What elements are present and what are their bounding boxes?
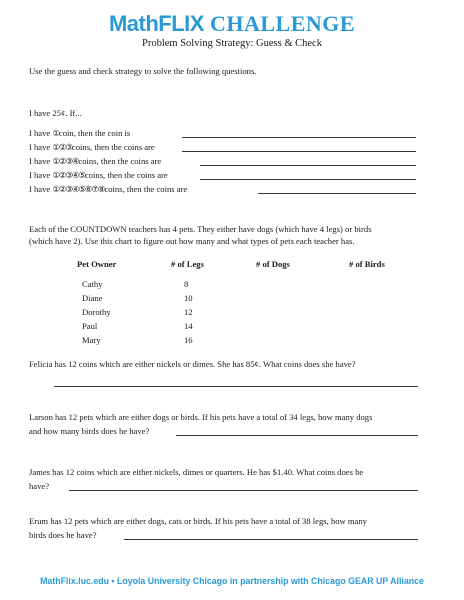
legs-cell: 16 (184, 335, 193, 345)
question-erum-line-1: Erum has 12 pets which are either dogs, cats or birds. If his pets have a total of 38 legs, how many (29, 516, 367, 526)
page-footer: MathFlix.luc.edu • Loyola University Chicago in partnership with Chicago GEAR UP Alliance (40, 576, 424, 586)
question-james-line-1: James has 12 coins which are either nickels, dimes or quarters. He has $1.40. What coins does he (29, 467, 364, 477)
coin-row-2 (29, 142, 155, 153)
worksheet-subtitle: Problem Solving Strategy: Guess & Check (142, 38, 322, 49)
coin-row-prefix: I have (29, 184, 53, 194)
answer-line[interactable] (69, 490, 418, 491)
column-header-legs: # of Legs (171, 259, 204, 269)
coin-row-prefix: I have (29, 170, 53, 180)
coin-row-1 (29, 128, 130, 139)
coin-icons: ①②③④ (52, 156, 79, 166)
brand-mathflix: MathFLIX (108, 11, 204, 36)
answer-line[interactable] (182, 151, 416, 152)
question-felicia: Felicia has 12 coins which are either nickels or dimes. She has 85¢. What coins does she have? (29, 359, 356, 369)
coin-row-prefix: I have (29, 142, 53, 152)
coin-row-text: coin, then the coin is (58, 128, 131, 138)
coin-row-5 (29, 184, 187, 195)
coins-intro: I have 25¢. If... (29, 108, 82, 118)
coin-row-4 (29, 170, 168, 181)
legs-cell: 10 (184, 293, 193, 303)
pets-intro-line-2: (which have 2). Use this chart to figure out how many and what types of pets each teacher has. (29, 236, 355, 246)
answer-line[interactable] (54, 386, 418, 387)
owner-cell: Mary (82, 335, 101, 345)
answer-line[interactable] (258, 193, 416, 194)
owner-cell: Paul (82, 321, 98, 331)
coin-icons: ① (52, 128, 59, 138)
answer-line[interactable] (176, 435, 418, 436)
owner-cell: Diane (82, 293, 103, 303)
question-larson-line-1: Larson has 12 pets which are either dogs or birds. If his pets have a total of 34 legs, how many dogs (29, 412, 373, 422)
coin-row-text: coins, then the coins are (104, 184, 188, 194)
question-larson-line-2: and how many birds does he have? (29, 426, 150, 436)
answer-line[interactable] (124, 539, 418, 540)
coin-icons: ①②③ (52, 142, 72, 152)
coin-row-prefix: I have (29, 156, 53, 166)
owner-cell: Cathy (82, 279, 103, 289)
coin-icons: ①②③④⑤ (52, 170, 85, 180)
answer-line[interactable] (200, 179, 416, 180)
question-erum-line-2: birds does he have? (29, 530, 97, 540)
brand-challenge: CHALLENGE (203, 11, 356, 36)
coin-row-text: coins, then the coins are (84, 170, 168, 180)
brand-title (0, 12, 464, 36)
coin-row-text: coins, then the coins are (71, 142, 155, 152)
question-james-line-2: have? (29, 481, 50, 491)
column-header-dogs: # of Dogs (256, 259, 290, 269)
page-header (0, 12, 464, 49)
pets-intro-line-1: Each of the COUNTDOWN teachers has 4 pets. They either have dogs (which have 4 legs) or birds (29, 224, 372, 234)
legs-cell: 14 (184, 321, 193, 331)
column-header-birds: # of Birds (349, 259, 385, 269)
owner-cell: Dorothy (82, 307, 111, 317)
coin-icons: ①②③④⑤⑥⑦⑧ (52, 184, 105, 194)
coin-row-text: coins, then the coins are (78, 156, 162, 166)
answer-line[interactable] (200, 165, 416, 166)
answer-line[interactable] (182, 137, 416, 138)
legs-cell: 12 (184, 307, 193, 317)
column-header-owner: Pet Owner (77, 259, 117, 269)
legs-cell: 8 (184, 279, 189, 289)
coin-row-3 (29, 156, 161, 167)
coin-row-prefix: I have (29, 128, 53, 138)
instructions-text: Use the guess and check strategy to solve the following questions. (29, 66, 257, 76)
